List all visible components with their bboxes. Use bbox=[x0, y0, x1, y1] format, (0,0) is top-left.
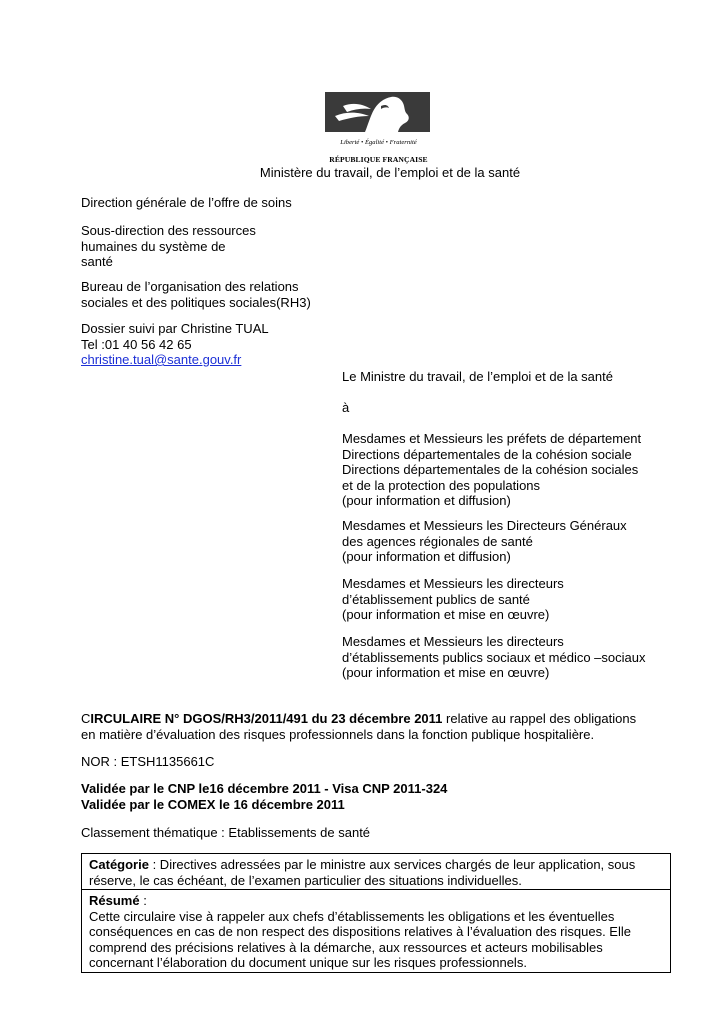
nor-reference: NOR : ETSH1135661C bbox=[81, 754, 215, 769]
circular-title: CIRCULAIRE N° DGOS/RH3/2011/491 du 23 décembre 2011 relative au rappel des obligations en matière d’évaluation des risques professionnels dans la fonction publique hospitalière. bbox=[81, 711, 637, 742]
validation-comex: Validée par le COMEX le 16 décembre 2011 bbox=[81, 796, 345, 812]
republique-francaise-label: RÉPUBLIQUE FRANÇAISE bbox=[329, 154, 428, 164]
minister-title: Le Ministre du travail, de l’emploi et de la santé bbox=[342, 369, 613, 384]
contact-email-link[interactable]: christine.tual@sante.gouv.fr bbox=[81, 352, 242, 367]
contact-phone: Tel :01 40 56 42 65 bbox=[81, 336, 192, 352]
recipient-group-etablissements-sante: Mesdames et Messieurs les directeurs d’établissement publics de santé (pour information et mise en œuvre) bbox=[342, 576, 564, 622]
contact-name: Dossier suivi par Christine TUAL bbox=[81, 321, 269, 336]
resume-row: Résumé : Cette circulaire vise à rappeler aux chefs d’établissements les obligations et les éventuelles conséquences en cas de non respect des dispositions relatives à l’évaluation des risques. Elle comprend des précisions relatives à la démarche, aux ressources et acteurs mobilisables concernant l’élaboration du document unique sur les risques professionnels. bbox=[82, 889, 670, 972]
to-word: à bbox=[342, 400, 350, 415]
ministry-name: Ministère du travail, de l’emploi et de la santé bbox=[259, 165, 521, 180]
thematic-classification: Classement thématique : Etablissements de santé bbox=[81, 825, 371, 840]
contact-block bbox=[81, 321, 269, 368]
category-label: Catégorie bbox=[89, 857, 149, 872]
recipient-group-ars: Mesdames et Messieurs les Directeurs Généraux des agences régionales de santé (pour information et diffusion) bbox=[342, 518, 627, 564]
motto: Liberté • Égalité • Fraternité bbox=[340, 139, 417, 146]
summary-table bbox=[81, 853, 671, 973]
republique-francaise-logo bbox=[325, 92, 432, 162]
recipient-group-prefets: Mesdames et Messieurs les préfets de département Directions départementales de la cohésion sociale Directions départementales de la cohésion sociales et de la protection des populations (pour information et diffusion) bbox=[342, 431, 642, 508]
subdirection: Sous-direction des ressources humaines du système de santé bbox=[81, 223, 256, 269]
validation-cnp: Validée par le CNP le16 décembre 2011 - Visa CNP 2011-324 bbox=[81, 781, 448, 796]
bureau: Bureau de l’organisation des relations sociales et des politiques sociales(RH3) bbox=[81, 279, 311, 310]
recipient-group-medico-sociaux: Mesdames et Messieurs les directeurs d’établissements publics sociaux et médico –sociaux (pour information et mise en œuvre) bbox=[342, 634, 646, 680]
direction-name: Direction générale de l’offre de soins bbox=[81, 195, 292, 210]
category-row: Catégorie : Directives adressées par le ministre aux services chargés de leur application, sous réserve, le cas échéant, de l’examen particulier des situations individuelles. bbox=[89, 857, 636, 888]
resume-label: Résumé bbox=[89, 893, 140, 908]
validation-block bbox=[81, 781, 447, 812]
marianne-emblem bbox=[325, 92, 430, 132]
